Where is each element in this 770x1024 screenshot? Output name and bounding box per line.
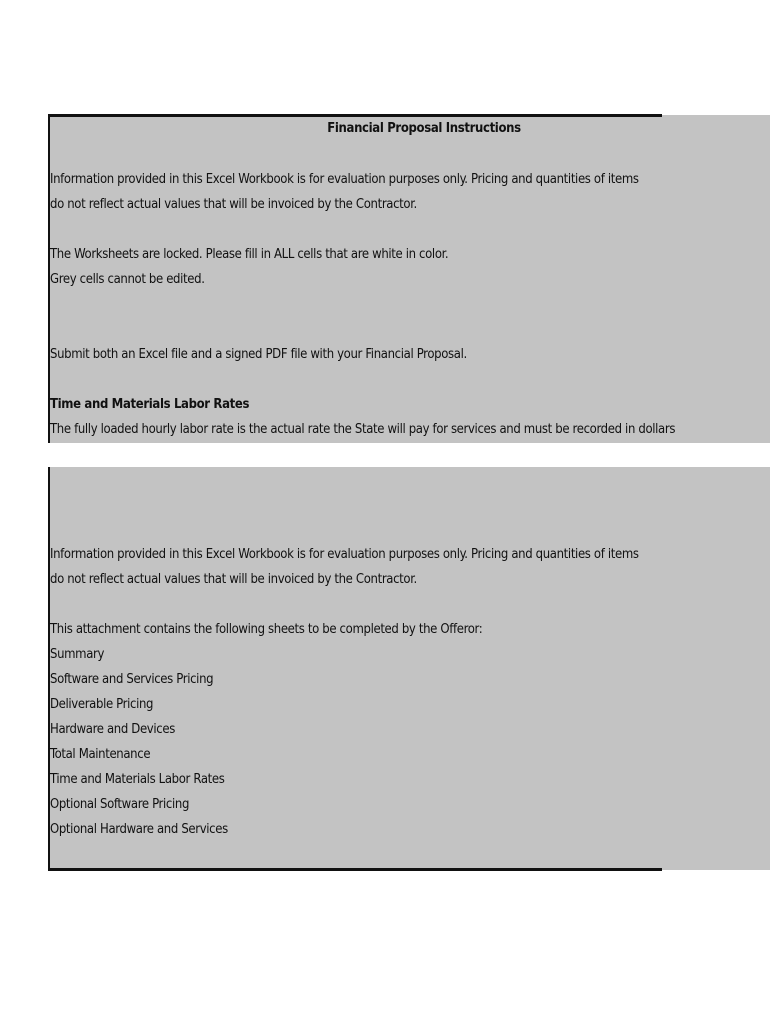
grey-cells-note: Grey cells cannot be edited. <box>50 272 205 287</box>
labor-rates-heading: Time and Materials Labor Rates <box>50 397 250 412</box>
info-line-2: do not reflect actual values that will be invoiced by the Contractor. <box>50 572 417 587</box>
locked-note: The Worksheets are locked. Please fill in ALL cells that are white in color. <box>50 247 449 262</box>
panel-bottom-border <box>48 868 662 871</box>
sheet-item: Optional Software Pricing <box>50 797 190 812</box>
sheet-item: Optional Hardware and Services <box>50 822 228 837</box>
submit-note: Submit both an Excel file and a signed PDF file with your Financial Proposal. <box>50 347 467 362</box>
info-line-1: Information provided in this Excel Workbook is for evaluation purposes only. Pricing and quantities of items <box>50 172 639 187</box>
sheet-item: Hardware and Devices <box>50 722 175 737</box>
sheet-item: Software and Services Pricing <box>50 672 214 687</box>
labor-rates-text: The fully loaded hourly labor rate is the actual rate the State will pay for services and must be recorded in dollars <box>50 422 676 437</box>
info-line-2: do not reflect actual values that will be invoiced by the Contractor. <box>50 197 417 212</box>
panel-top-border <box>48 114 662 117</box>
sheet-item: Time and Materials Labor Rates <box>50 772 225 787</box>
page-title: Financial Proposal Instructions <box>327 121 521 136</box>
sheet-item: Deliverable Pricing <box>50 697 154 712</box>
sheet-item: Total Maintenance <box>50 747 151 762</box>
info-line-1: Information provided in this Excel Workbook is for evaluation purposes only. Pricing and quantities of items <box>50 547 639 562</box>
sheet-item: Summary <box>50 647 105 662</box>
sheets-intro: This attachment contains the following sheets to be completed by the Offeror: <box>50 622 483 637</box>
